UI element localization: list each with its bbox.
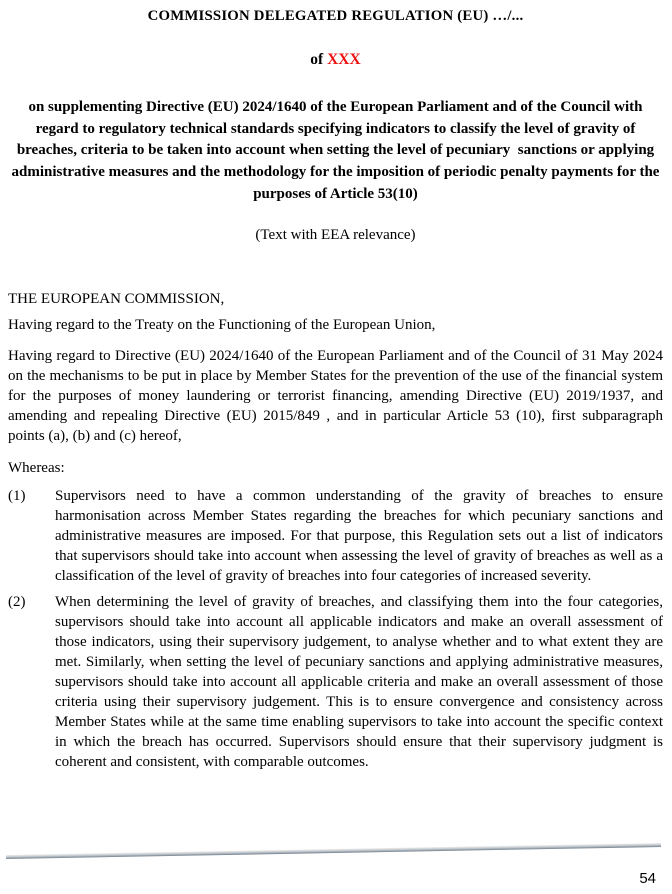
recital-number: (2) <box>8 593 26 610</box>
citation-treaty: Having regard to the Treaty on the Functioning of the European Union, <box>8 316 436 333</box>
date-placeholder: XXX <box>327 51 361 68</box>
regulation-title: COMMISSION DELEGATED REGULATION (EU) …/... <box>147 8 524 24</box>
date-line <box>8 49 663 71</box>
recital-2 <box>8 592 663 772</box>
citation-directive: Having regard to Directive (EU) 2024/1640 of the European Parliament and of the Council of 31 May 2024 on the mechanisms to be put in place by Member States for the prevention of the use of the financial system for the purposes of money laundering or terrorist financing, amending Directive (EU) 2019/1937, and amending and repealing Directive (EU) 2015/849 , and in particular Article 53 (10), first subparagraph points (a), (b) and (c) hereof, <box>8 347 663 444</box>
recital-1 <box>8 486 663 586</box>
recital-text: When determining the level of gravity of breaches, and classifying them into the four categories, supervisors should take into account all applicable indicators and make an overall assessment of those indicators, using their supervisory judgement, to analyse whether and to what extent they are met. Similarly, when setting the level of pecuniary sanctions and applying administrative measures, supervisors should take into account all applicable criteria and make an overall assessment of those criteria using their supervisory judgement. This is to ensure convergence and consistency across Member States while at the same time enabling supervisors to take into account the specific context in which the breach has occurred. Supervisors should ensure that their supervisory judgment is coherent and consistent, with comparable outcomes. <box>55 593 663 770</box>
footer-divider-rule <box>6 843 661 859</box>
whereas-label: Whereas: <box>8 459 65 476</box>
page-number: 54 <box>639 870 656 887</box>
regulation-subject: on supplementing Directive (EU) 2024/1640 of the European Parliament and of the Council with regard to regulatory technical standards specifying indicators to classify the level of gravity of breaches, criteria to be taken into account when setting the level of pecuniary sanctions or applying administrative measures and the methodology for the imposition of periodic penalty payments for the purposes of Article 53(10) <box>11 99 664 202</box>
recital-text: Supervisors need to have a common understanding of the gravity of breaches to ensure harmonisation across Member States regarding the breaches for which pecuniary sanctions and administrative measures are imposed. For that purpose, this Regulation sets out a list of indicators that supervisors should take into account when assessing the level of gravity of breaches as well as a classification of the level of gravity of breaches into four categories of increased severity. <box>55 487 663 584</box>
date-line-prefix: of <box>310 51 324 68</box>
eea-relevance-notice: (Text with EEA relevance) <box>255 226 416 243</box>
recital-number: (1) <box>8 487 26 504</box>
opening-phrase: THE EUROPEAN COMMISSION, <box>8 290 225 307</box>
